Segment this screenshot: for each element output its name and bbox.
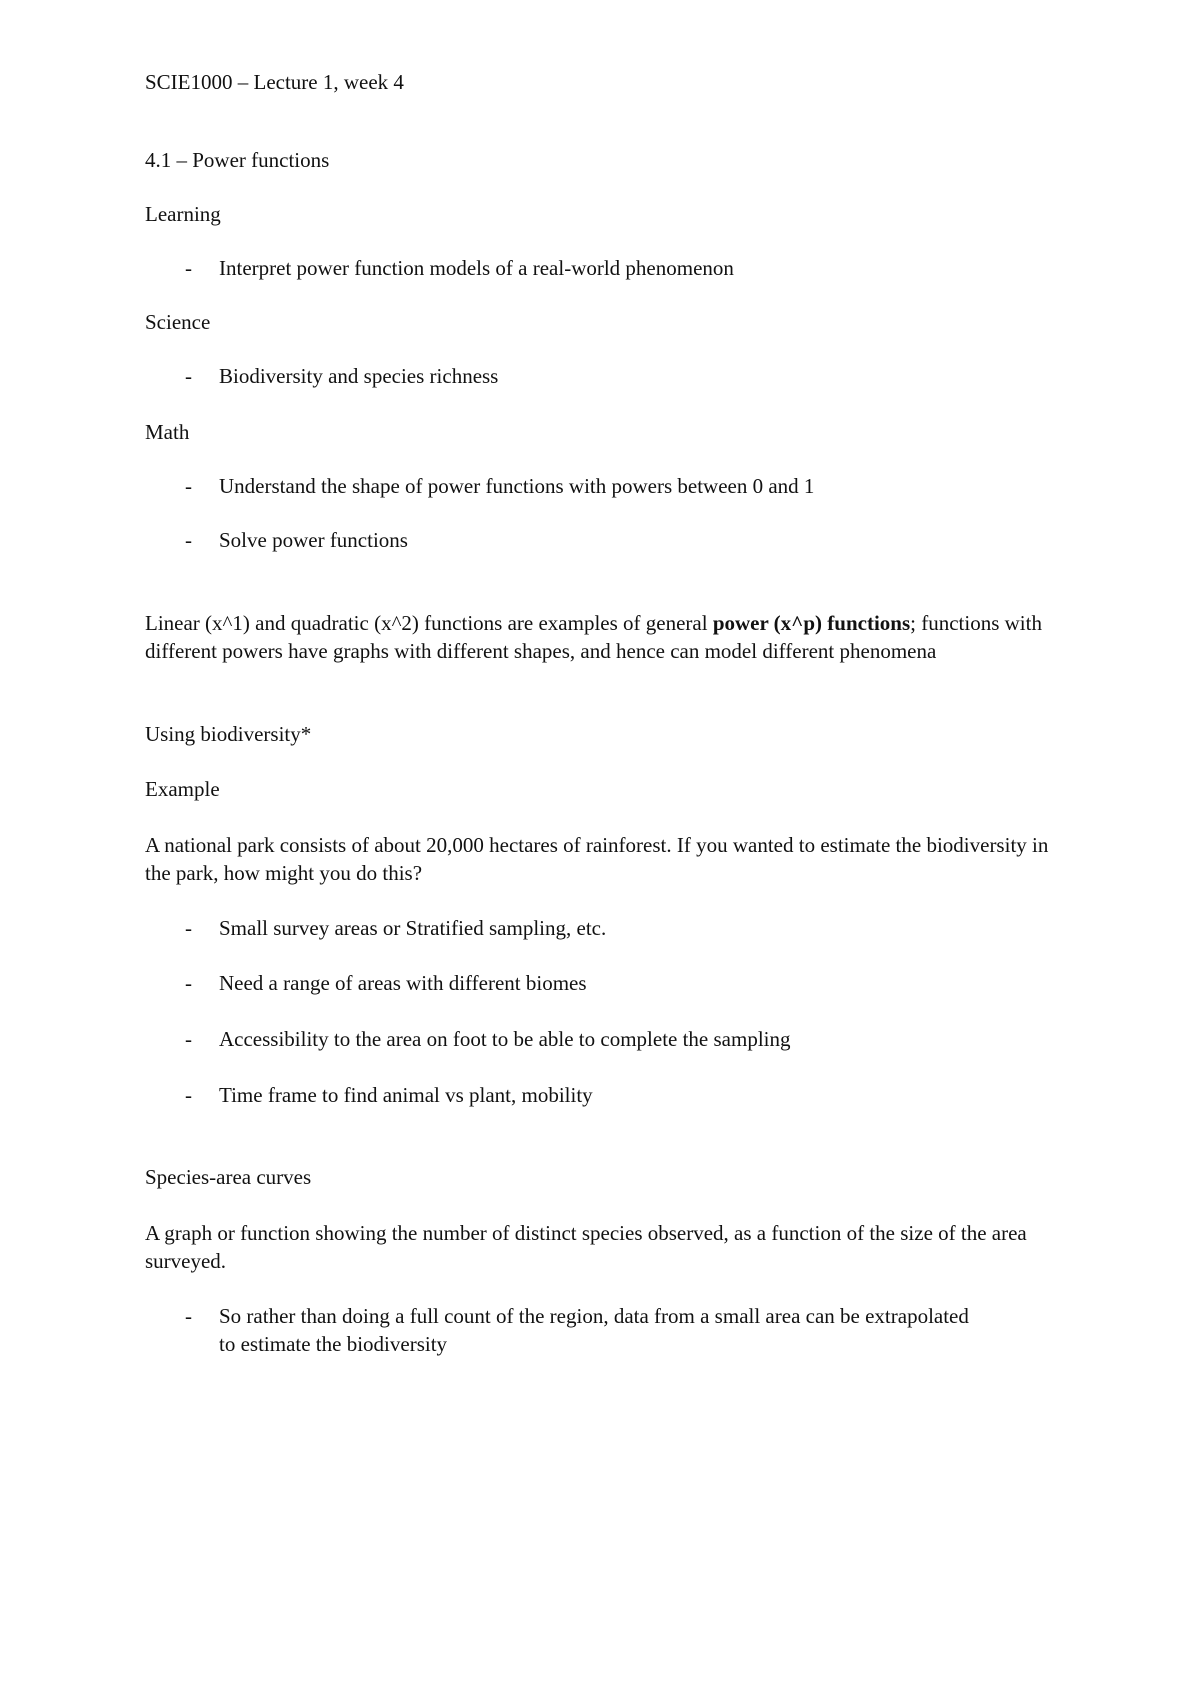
math-item-text: Solve power functions	[219, 528, 408, 552]
species-heading: Species-area curves	[145, 1165, 312, 1189]
section-title: 4.1 – Power functions	[145, 148, 330, 172]
science-heading: Science	[145, 310, 211, 334]
bullet-dash: -	[185, 256, 192, 280]
example-item-text: Small survey areas or Stratified sampling, etc.	[219, 916, 607, 940]
bullet-dash: -	[185, 1083, 192, 1107]
example-item-text: Time frame to find animal vs plant, mobility	[219, 1083, 593, 1107]
species-item-text: So rather than doing a full count of the region, data from a small area can be extrapolated to estimate the biodiversity	[219, 1304, 969, 1356]
lecture-header: SCIE1000 – Lecture 1, week 4	[145, 70, 404, 94]
example-item-text: Accessibility to the area on foot to be able to complete the sampling	[219, 1027, 791, 1051]
bullet-dash: -	[185, 528, 192, 552]
intro-bold-term: power (x^p) functions	[712, 611, 911, 635]
intro-text-before: Linear (x^1) and quadratic (x^2) functions are examples of general	[145, 611, 713, 635]
bullet-dash: -	[185, 364, 192, 388]
bullet-dash: -	[185, 916, 192, 940]
example-item-text: Need a range of areas with different biomes	[219, 971, 587, 995]
learning-item-text: Interpret power function models of a real-world phenomenon	[219, 256, 734, 280]
example-heading: Example	[145, 777, 220, 801]
intro-paragraph	[145, 609, 1070, 665]
learning-heading: Learning	[145, 202, 221, 226]
species-paragraph: A graph or function showing the number of distinct species observed, as a function of the size of the area surveyed.	[145, 1221, 1027, 1273]
math-heading: Math	[145, 420, 190, 444]
example-paragraph: A national park consists of about 20,000 hectares of rainforest. If you wanted to estimate the biodiversity in the park, how might you do this?	[145, 833, 1049, 885]
bullet-dash: -	[185, 971, 192, 995]
math-item-text: Understand the shape of power functions with powers between 0 and 1	[219, 474, 815, 498]
intro-text-after: ; functions with different powers have graphs with different shapes, and hence can model different phenomena	[145, 611, 1042, 663]
bullet-dash: -	[185, 474, 192, 498]
bullet-dash: -	[185, 1304, 192, 1328]
bullet-dash: -	[185, 1027, 192, 1051]
using-heading: Using biodiversity*	[145, 722, 312, 746]
science-item-text: Biodiversity and species richness	[219, 364, 499, 388]
